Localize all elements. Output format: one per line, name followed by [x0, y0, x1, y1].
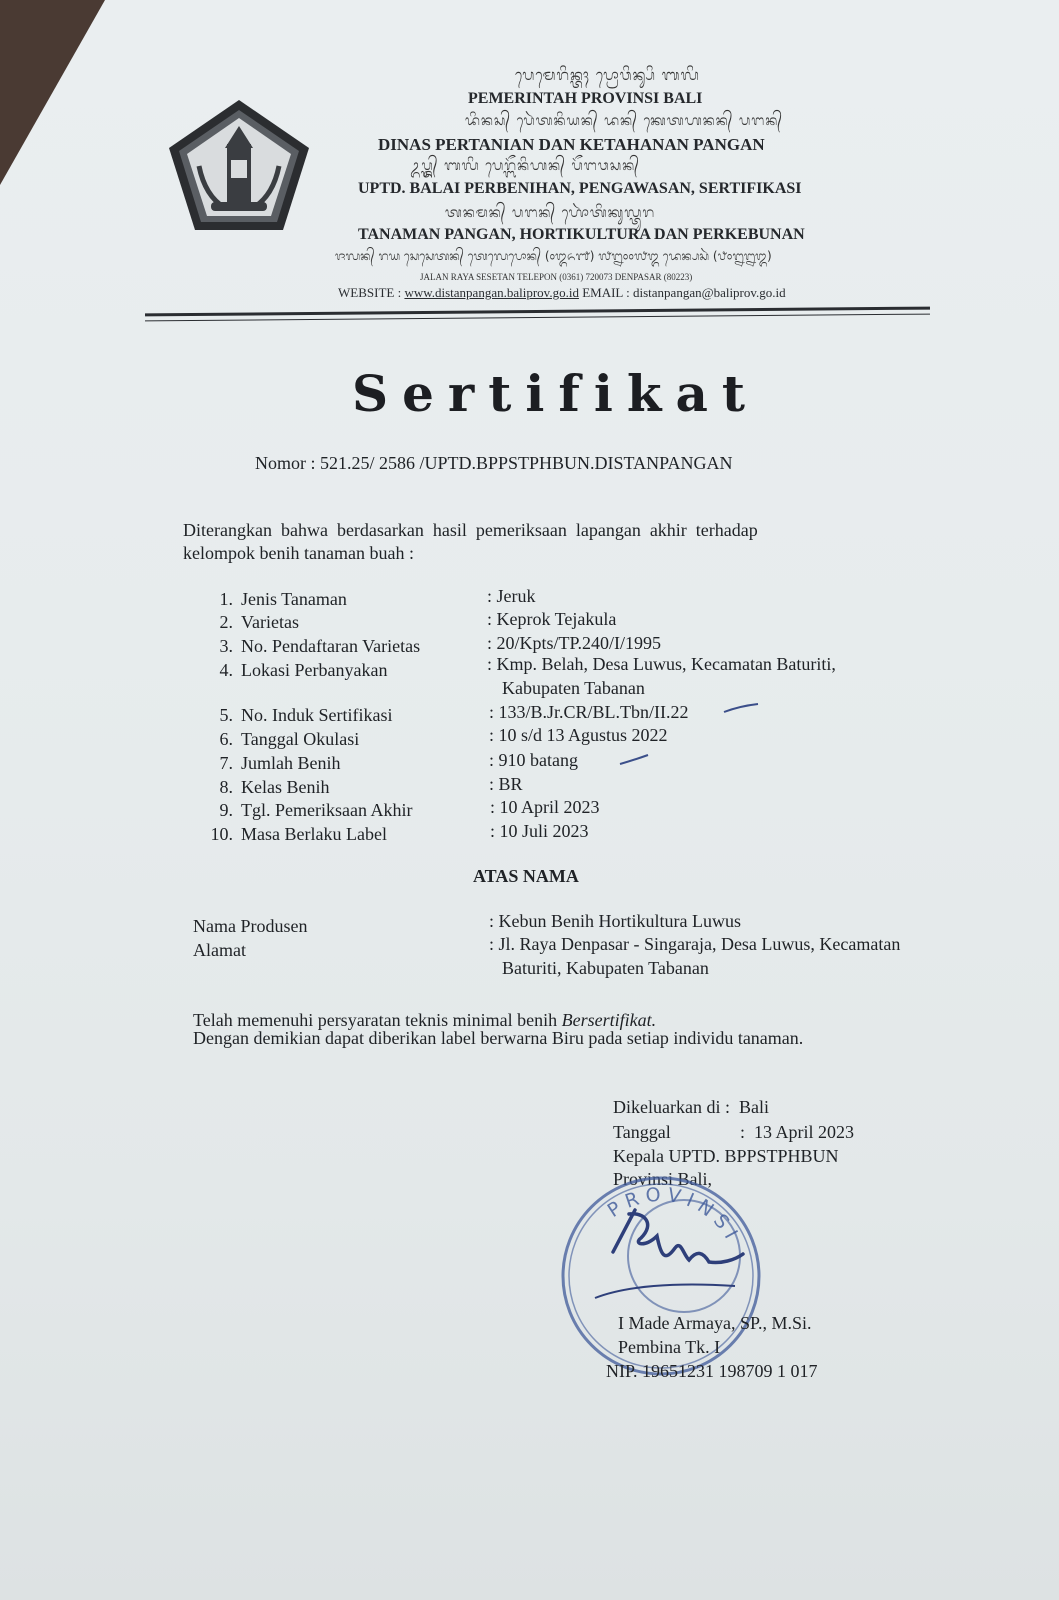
item-label: Varietas [241, 612, 299, 632]
item-row: 6. Tanggal Okulasi [219, 729, 360, 749]
item-label: Jenis Tanaman [241, 589, 347, 609]
intro-line-2: kelompok benih tanaman buah : [183, 543, 414, 563]
item-label: Tanggal Okulasi [241, 729, 360, 749]
atas-nama-heading: ATAS NAMA [473, 866, 579, 886]
issued-date-label: Tanggal [613, 1122, 671, 1142]
item-row: 7. Jumlah Benih [219, 753, 341, 773]
item-row: 3. No. Pendaftaran Varietas [219, 636, 421, 656]
bali-province-logo [165, 96, 313, 234]
website-label: WEBSITE : [338, 285, 402, 300]
item-row: 8. Kelas Benih [219, 777, 330, 797]
item-label: Kelas Benih [241, 777, 330, 797]
government-name: PEMERINTAH PROVINSI BALI [468, 90, 703, 107]
issued-place: Dikeluarkan di : Bali [613, 1097, 769, 1117]
item-label: Lokasi Perbanyakan [241, 660, 388, 680]
handwritten-signature [585, 1190, 760, 1310]
certificate-title: Sertifikat [352, 364, 759, 423]
statement-line-1: Telah memenuhi persyaratan teknis minimal benih Bersertifikat. [193, 1010, 657, 1030]
website-link[interactable]: www.distanpangan.baliprov.go.id [404, 285, 579, 300]
item-row: 2. Varietas [219, 612, 299, 632]
balinese-script-line-2: ᬤᬶᬦᬲ᭄ ᬧᬾᬃᬢᬦᬶᬬᬦ᭄ ᬤᬦ᭄ ᬓᬾᬢᬳᬦᬦ᭄ ᬧᬗᬦ᭄ [465, 113, 784, 129]
item-label: Tgl. Pemeriksaan Akhir [241, 800, 413, 820]
item-row: 4. Lokasi Perbanyakan [219, 660, 388, 680]
item-value: : BR [489, 774, 523, 794]
signer-rank: Pembina Tk. I [618, 1337, 721, 1357]
issued-date-value: : 13 April 2023 [740, 1122, 855, 1142]
item-value: : 20/Kpts/TP.240/I/1995 [487, 633, 662, 653]
unit-name-line-2: TANAMAN PANGAN, HORTIKULTURA DAN PERKEBUNAN [358, 226, 805, 243]
nomor-label: Nomor : [255, 453, 316, 473]
item-value: : 10 Juli 2023 [490, 821, 589, 841]
item-value: : 10 April 2023 [490, 797, 600, 817]
pen-check-mark [722, 700, 762, 716]
signer-name: I Made Armaya, SP., M.Si. [618, 1313, 812, 1333]
item-value: : 133/B.Jr.CR/BL.Tbn/II.22 [489, 702, 689, 722]
email-link[interactable]: distanpangan@baliprov.go.id [633, 285, 786, 300]
producer-name-label: Nama Produsen [193, 916, 308, 936]
producer-address-value: : Jl. Raya Denpasar - Singaraja, Desa Luwus, Kecamatan [489, 934, 901, 954]
balinese-script-line-3: ᬉᬧ᭄ᬢ᭄ᬤ᭄ ᬩᬮᬶ ᬧᬾᬭ᭄ᬩᭂᬦᬶᬳᬦ᭄ ᬧᭂᬗᬯᬲᬦ᭄ [410, 158, 641, 174]
intro-line-1: Diterangkan bahwa berdasarkan hasil pemeriksaan lapangan akhir terhadap [183, 520, 758, 540]
stamp-text: PROVINSI [603, 1183, 745, 1248]
certificate-number [255, 453, 732, 474]
email-label: EMAIL : [582, 285, 630, 300]
nomor-value: 521.25/ 2586 /UPTD.BPPSTPHBUN.DISTANPANGAN [320, 453, 733, 473]
department-name: DINAS PERTANIAN DAN KETAHANAN PANGAN [378, 135, 765, 154]
item-value: : Keprok Tejakula [487, 609, 617, 629]
balinese-script-line-4: ᬢᬦᬫᬦ᭄ ᬧᬗᬦ᭄ ᬳᭀᬃᬢᬶᬓᬸᬮ᭄ᬢᬸᬭ [445, 205, 656, 221]
item-label: No. Induk Sertifikasi [241, 705, 393, 725]
signer-nip: NIP. 19651231 198709 1 017 [606, 1361, 818, 1381]
item-value: : Jeruk [487, 586, 536, 606]
item-value: : 10 s/d 13 Agustus 2022 [489, 725, 668, 745]
item-label: Masa Berlaku Label [241, 824, 387, 844]
item-value: : Kmp. Belah, Desa Luwus, Kecamatan Baturiti, [487, 654, 836, 674]
contact-line [338, 285, 786, 301]
item-row: 1. Jenis Tanaman [219, 589, 347, 609]
unit-name-line-1: UPTD. BALAI PERBENIHAN, PENGAWASAN, SERTIFIKASI [358, 180, 802, 197]
item-value-continued: Kabupaten Tabanan [502, 678, 645, 698]
balinese-script-line-1: ᬧᬾᬫᬾᬭᬶᬦ᭄ᬢᬄ ᬧ᭄ᬭᭀᬯᬶᬦ᭄ᬲᬶ ᬩᬮᬶ [515, 66, 700, 84]
statement-line-2: Dengan demikian dapat diberikan label berwarna Biru pada setiap individu tanaman. [193, 1028, 804, 1048]
office-address: JALAN RAYA SESETAN TELEPON (0361) 720073 DENPASAR (80223) [420, 272, 693, 282]
item-label: Jumlah Benih [241, 753, 341, 773]
producer-address-continued: Baturiti, Kabupaten Tabanan [502, 958, 709, 978]
item-row: 5. No. Induk Sertifikasi [219, 705, 393, 725]
producer-address-label: Alamat [193, 940, 246, 960]
item-row: 9. Tgl. Pemeriksaan Akhir [219, 800, 413, 820]
producer-name-value: : Kebun Benih Hortikultura Luwus [489, 911, 741, 931]
pen-check-mark [618, 752, 652, 768]
item-row: 10. Masa Berlaku Label [210, 824, 387, 844]
signer-position: Kepala UPTD. BPPSTPHBUN [613, 1146, 839, 1166]
item-label: No. Pendaftaran Varietas [241, 636, 421, 656]
item-value: : 910 batang [489, 750, 578, 770]
balinese-script-line-5: ᬚᬮᬦ᭄ ᬭᬬ ᬲᬾᬲᬾᬢᬦ᭄ ᬢᬾᬮᬾᬧᭀᬦ᭄ (᭐᭓᭖᭑) ᭗᭒᭐᭐᭗᭓ ᬤᬾᬦ᭄ᬧᬲᬃ (᭘᭐᭒᭒᭓) [335, 249, 772, 263]
signer-position-province: Provinsi Bali, [613, 1169, 713, 1189]
